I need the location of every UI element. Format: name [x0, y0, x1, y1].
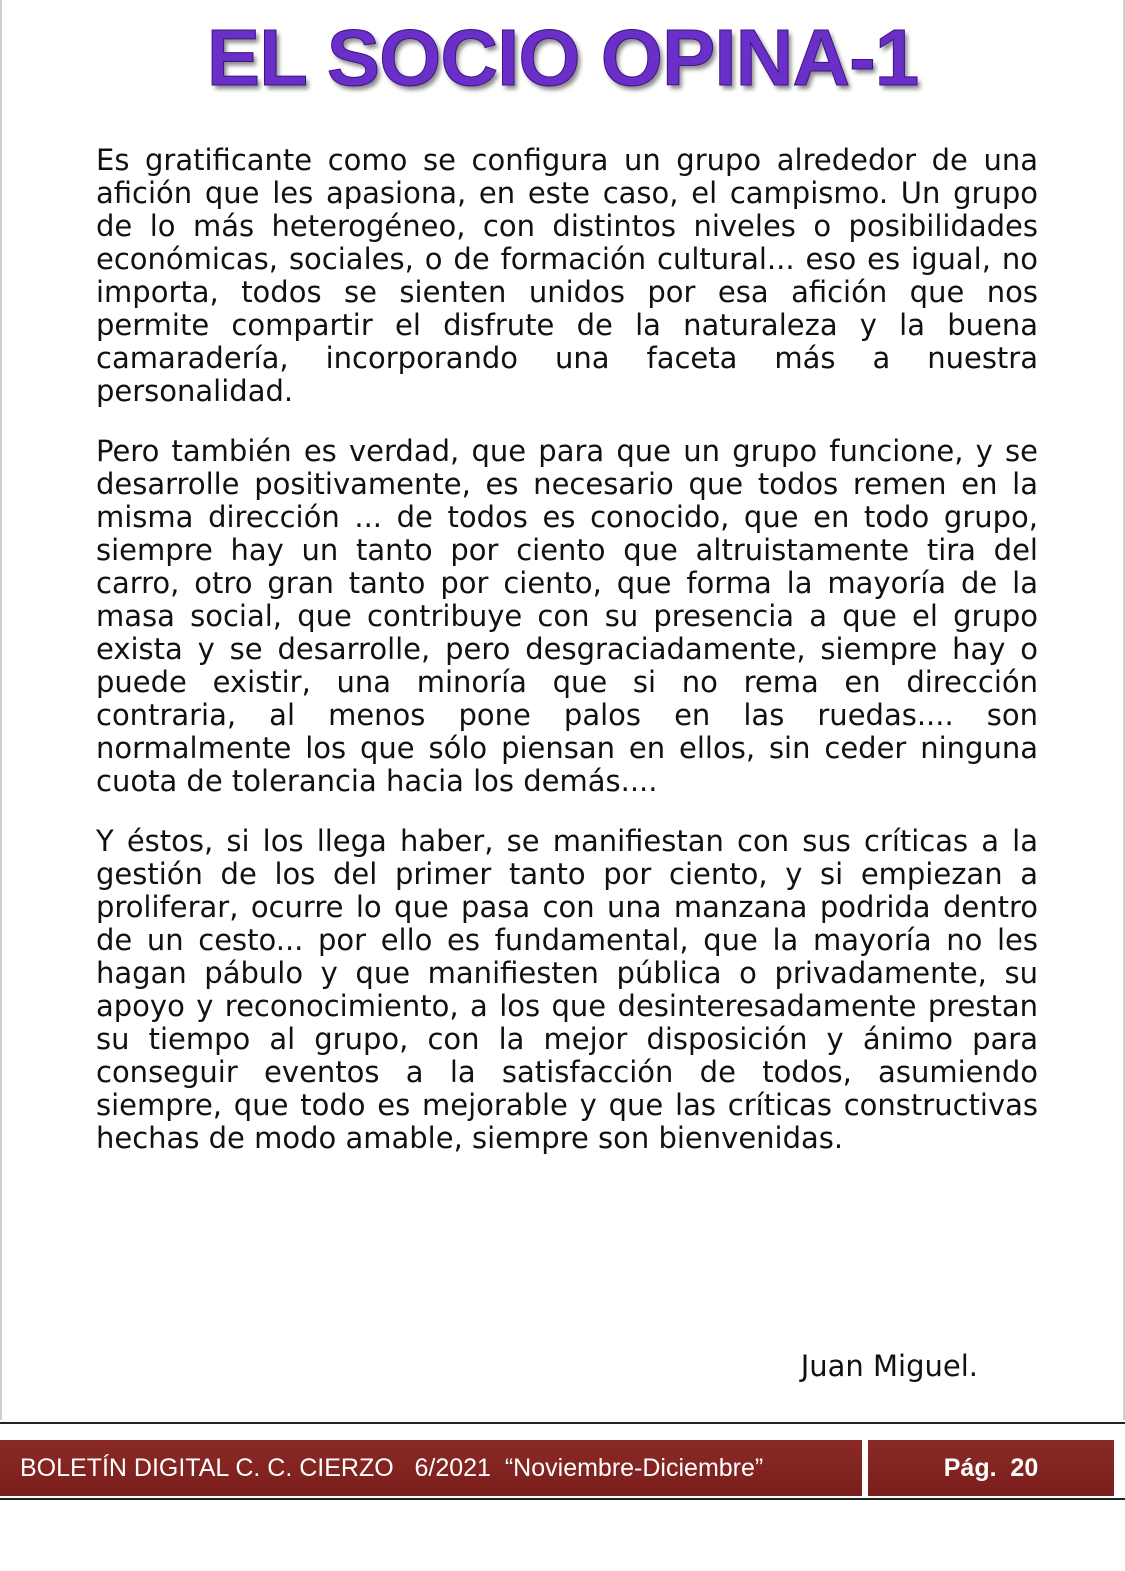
- article-body: [96, 144, 1038, 1182]
- article-paragraph-1: Es gratificante como se configura un grupo alrededor de una afición que les apasiona, en este caso, el campismo. Un grupo de lo más heterogéneo, con distintos niveles o posibilidades económicas, sociales, o de formación cultural... eso es igual, no importa, todos se sienten unidos por esa afición que nos permite compartir el disfrute de la naturaleza y la buena camaradería, incorporando una faceta más a nuestra personalidad.: [96, 143, 1038, 408]
- footer-bar: [0, 1440, 1114, 1496]
- author-signature: Juan Miguel.: [800, 1349, 978, 1383]
- article-paragraph-2: Pero también es verdad, que para que un grupo funcione, y se desarrolle positivamente, es necesario que todos remen en la misma dirección ... de todos es conocido, que en todo grupo, siempre hay un tanto por ciento que altruistamente tira del carro, otro gran tanto por ciento, que forma la mayoría de la masa social, que contribuye con su presencia a que el grupo exista y se desarrolle, pero desgraciadamente, siempre hay o puede existir, una minoría que si no rema en dirección contraria, al menos pone palos en las ruedas.... son normalmente los que sólo piensan en ellos, sin ceder ninguna cuota de tolerancia hacia los demás....: [96, 434, 1038, 798]
- page-border-left: [0, 0, 2, 1420]
- page-title: EL SOCIO OPINA-1: [206, 13, 919, 102]
- footer-rule-top: [0, 1422, 1125, 1424]
- article-paragraph-3: Y éstos, si los llega haber, se manifiestan con sus críticas a la gestión de los del primer tanto por ciento, y si empiezan a proliferar, ocurre lo que pasa con una manzana podrida dentro de un cesto... por ello es fundamental, que la mayoría no les hagan pábulo y que manifiesten pública o privadamente, su apoyo y reconocimiento, a los que desinteresadamente prestan su tiempo al grupo, con la mejor disposición y ánimo para conseguir eventos a la satisfacción de todos, asumiendo siempre, que todo es mejorable y que las críticas constructivas hechas de modo amable, siempre son bienvenidas.: [96, 824, 1038, 1155]
- footer-page-number: Pág. 20: [868, 1440, 1114, 1496]
- footer-publication-info: BOLETÍN DIGITAL C. C. CIERZO 6/2021 “Noviembre-Diciembre”: [0, 1440, 862, 1496]
- footer-rule-bottom: [0, 1498, 1125, 1500]
